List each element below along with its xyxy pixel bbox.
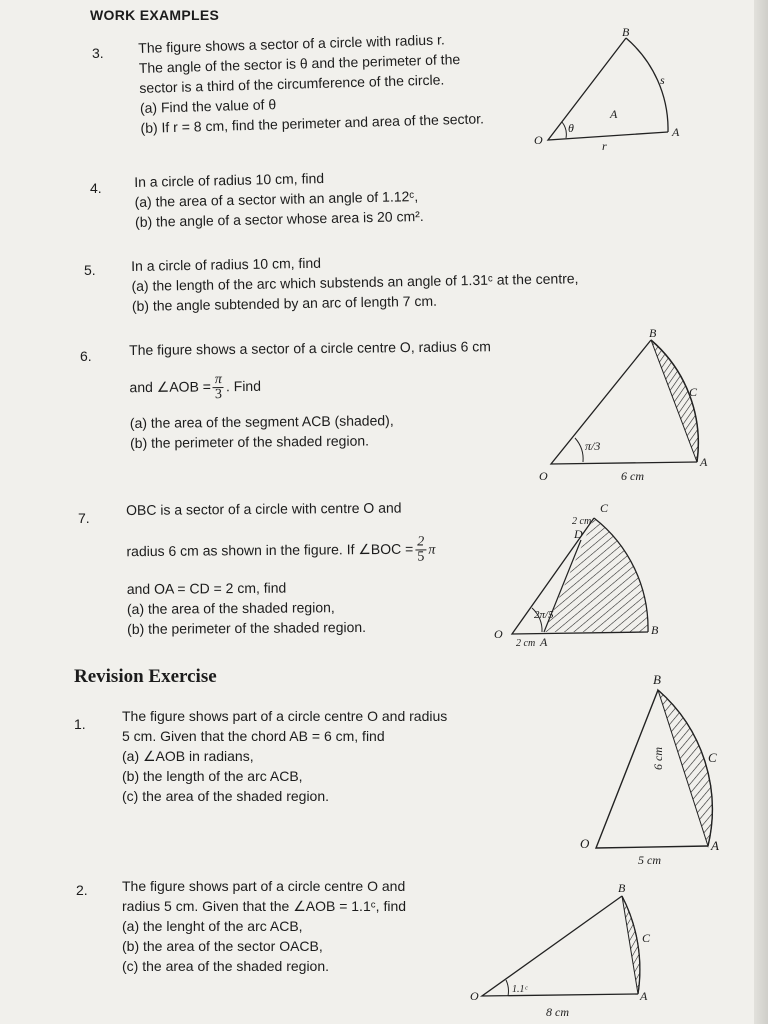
label-radius: 8 cm [546, 1005, 569, 1019]
problem-line: 5 cm. Given that the chord AB = 6 cm, find [122, 728, 385, 744]
figure-revision-2 [468, 880, 668, 1020]
problem-line: In a circle of radius 10 cm, find [134, 170, 325, 190]
label-area: A [610, 107, 618, 121]
denominator: 5 [417, 549, 425, 565]
fraction [213, 373, 224, 402]
denominator: 3 [214, 387, 223, 403]
problem-line: radius 5 cm. Given that the ∠AOB = 1.1ᶜ, find [122, 898, 407, 914]
text: π [428, 542, 436, 558]
problem-line: The figure shows a sector of a circle centre O, radius 6 cm [129, 338, 491, 358]
page-edge [754, 0, 768, 1024]
problem-3 [138, 28, 484, 138]
figure-sector-3 [530, 25, 690, 158]
label-b: B [618, 881, 626, 895]
label-radius: 6 cm [621, 469, 644, 483]
problem-line: (a) Find the value of θ [139, 96, 277, 116]
problem-line [129, 370, 491, 403]
problem-line: The figure shows part of a circle centre O and radius [122, 708, 448, 724]
numerator: 2 [415, 535, 426, 550]
problem-line: The figure shows part of a circle centre O and [122, 878, 406, 894]
label-a: A [700, 455, 708, 469]
label-chord: 6 cm [651, 747, 665, 770]
problem-line: (b) the angle subtended by an arc of length 7 cm. [131, 292, 438, 314]
problem-number: 2. [76, 882, 88, 898]
problem-line: OBC is a sector of a circle with centre O and [126, 499, 402, 518]
problem-4 [134, 166, 424, 232]
problem-line: (b) the angle of a sector whose area is 20 cm². [134, 207, 424, 230]
label-s: s [660, 73, 665, 87]
problem-line: (c) the area of the shaded region. [122, 788, 330, 804]
problem-line: (a) ∠AOB in radians, [122, 748, 254, 764]
label-c: C [600, 501, 609, 515]
label-theta: θ [568, 121, 574, 135]
label-angle: π/3 [585, 439, 601, 453]
figure-revision-1 [580, 672, 730, 867]
problem-line [126, 535, 435, 567]
label-a: A [640, 989, 648, 1003]
label-c: C [642, 931, 651, 945]
label-b: B [653, 672, 661, 687]
label-b: B [622, 25, 630, 39]
label-o: O [580, 836, 590, 851]
problem-line: sector is a third of the circumference of the circle. [139, 71, 445, 96]
problem-line: (a) the length of the arc which substends an angle of 1.31ᶜ at the centre, [131, 270, 579, 294]
label-c: C [708, 750, 717, 765]
problem-number: 6. [80, 348, 92, 364]
label-b: B [651, 623, 659, 637]
problem-line: (a) the area of a sector with an angle of 1.12ᶜ, [134, 188, 419, 210]
label-o: O [539, 469, 548, 483]
section-title: Revision Exercise [74, 666, 217, 687]
problem-line: (c) the area of the shaded region. [122, 958, 330, 974]
problem-5 [131, 248, 579, 316]
label-r: r [602, 139, 607, 153]
problem-line: and OA = CD = 2 cm, find [126, 579, 287, 597]
label-oa: 2 cm [516, 638, 536, 649]
problem-6 [129, 336, 492, 453]
problem-line: The figure shows a sector of a circle with radius r. [138, 31, 445, 56]
problem-line: (b) the length of the arc ACB, [122, 768, 303, 784]
fraction [415, 535, 426, 564]
problem-number: 4. [90, 180, 102, 196]
label-a: A [711, 838, 719, 853]
label-o: O [470, 989, 479, 1003]
label-c: C [689, 385, 698, 399]
page-heading: WORK EXAMPLES [90, 7, 220, 23]
problem-number: 7. [78, 510, 90, 526]
text: and ∠AOB = [129, 378, 212, 396]
problem-line: (b) the perimeter of the shaded region. [129, 432, 370, 451]
problem-line: (b) If r = 8 cm, find the perimeter and area of the sector. [140, 110, 485, 136]
problem-7 [126, 497, 436, 639]
problem-number: 5. [84, 262, 96, 278]
problem-line: (a) the area of the segment ACB (shaded), [129, 412, 394, 431]
text: radius 6 cm as shown in the figure. If ∠BOC = [126, 540, 414, 560]
problem-line: (b) the perimeter of the shaded region. [127, 618, 367, 637]
problem-line: The angle of the sector is θ and the perimeter of the [138, 51, 461, 76]
label-a: A [672, 125, 680, 139]
numerator: π [213, 373, 224, 388]
revision-problem-2 [122, 876, 406, 976]
problem-line: In a circle of radius 10 cm, find [131, 254, 322, 274]
label-radius: 5 cm [638, 853, 661, 867]
problem-number: 1. [74, 716, 86, 732]
figure-sector-6 [535, 326, 715, 485]
problem-line: (a) the lenght of the arc ACB, [122, 918, 303, 934]
figure-sector-7 [488, 500, 668, 650]
label-o: O [494, 627, 503, 641]
label-angle: 2π/5 [534, 609, 554, 621]
revision-problem-1 [122, 706, 447, 806]
label-a: A [540, 635, 548, 649]
problem-line: (a) the area of the shaded region, [126, 599, 335, 617]
label-cd: 2 cm [572, 516, 592, 527]
problem-number: 3. [92, 45, 104, 61]
label-d: D [574, 527, 583, 541]
problem-line: (b) the area of the sector OACB, [122, 938, 323, 954]
label-o: O [534, 133, 543, 147]
label-angle: 1.1ᶜ [512, 984, 528, 995]
text: . Find [225, 377, 262, 395]
label-b: B [649, 326, 657, 340]
